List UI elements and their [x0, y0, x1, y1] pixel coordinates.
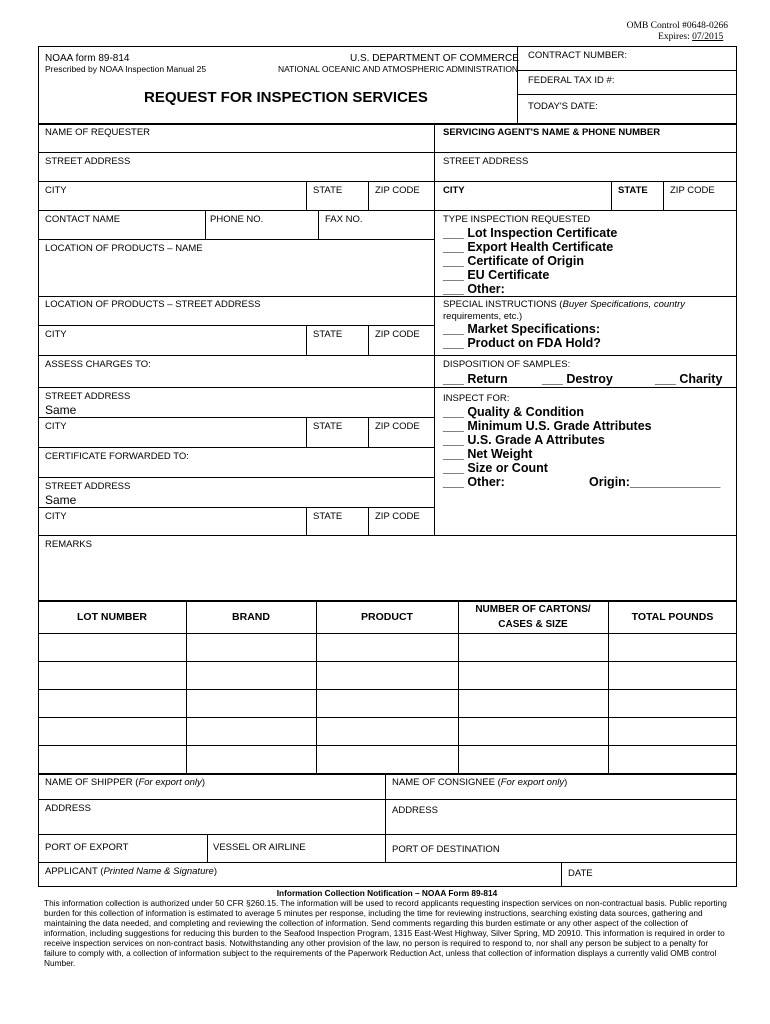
total-pounds-header: TOTAL POUNDS — [631, 611, 714, 623]
option-charity[interactable]: ___ Charity — [655, 372, 723, 386]
page-title: REQUEST FOR INSPECTION SERVICES — [144, 89, 428, 106]
todays-date-label: TODAY'S DATE: — [528, 101, 598, 112]
rule — [38, 689, 737, 690]
rule — [306, 507, 307, 535]
rule — [38, 507, 434, 508]
origin-field[interactable]: Origin:_____________ — [589, 475, 721, 489]
certificate-forwarded-label: CERTIFICATE FORWARDED TO: — [45, 451, 189, 462]
consignee-address-label: ADDRESS — [392, 805, 438, 816]
shipper-label — [45, 777, 205, 788]
consignee-italic: For export only — [500, 777, 565, 788]
rule — [306, 417, 307, 447]
contact-name-label: CONTACT NAME — [45, 214, 121, 225]
applicant-label — [45, 866, 217, 877]
shipper-italic: For export only — [138, 777, 202, 788]
option-eu-certificate[interactable]: ___ EU Certificate — [443, 268, 550, 282]
product-header: PRODUCT — [361, 611, 413, 623]
rule — [38, 799, 737, 800]
rule — [38, 477, 434, 478]
option-lot-inspection-certificate[interactable]: ___ Lot Inspection Certificate — [443, 226, 618, 240]
option-net-weight[interactable]: ___ Net Weight — [443, 447, 533, 461]
phone-label: PHONE NO. — [210, 214, 264, 225]
port-of-export-label: PORT OF EXPORT — [45, 842, 129, 853]
rule — [385, 773, 386, 862]
rule — [306, 181, 307, 210]
consignee-label — [392, 777, 567, 788]
rule — [368, 181, 369, 210]
rule — [434, 152, 737, 153]
rule — [611, 181, 612, 210]
rule — [38, 296, 737, 297]
type-inspection-label: TYPE INSPECTION REQUESTED — [443, 214, 591, 225]
cartons-header: NUMBER OF CARTONS/ — [475, 604, 591, 615]
assess-state-label: STATE — [313, 421, 343, 432]
certificate-zip-label: ZIP CODE — [375, 511, 420, 522]
rule — [368, 507, 369, 535]
applicant-text: APPLICANT ( — [45, 866, 104, 877]
department-name: U.S. DEPARTMENT OF COMMERCE — [350, 53, 519, 64]
rule — [517, 94, 737, 95]
applicant-italic: Printed Name & Signature — [103, 866, 214, 877]
brand-header: BRAND — [232, 611, 270, 623]
option-minimum-grade[interactable]: ___ Minimum U.S. Grade Attributes — [443, 419, 652, 433]
agency-name: NATIONAL OCEANIC AND ATMOSPHERIC ADMINISTRATION — [278, 64, 519, 74]
rule — [38, 773, 737, 775]
shipper-end: ) — [201, 777, 205, 788]
option-certificate-of-origin[interactable]: ___ Certificate of Origin — [443, 254, 585, 268]
rule — [663, 181, 664, 210]
rule — [316, 600, 317, 773]
option-grade-a[interactable]: ___ U.S. Grade A Attributes — [443, 433, 605, 447]
product-location-name-label: LOCATION OF PRODUCTS – NAME — [45, 243, 203, 254]
consignee-text: NAME OF CONSIGNEE ( — [392, 777, 501, 788]
rule — [38, 862, 737, 863]
option-return[interactable]: ___ Return — [443, 372, 508, 386]
rule — [368, 417, 369, 447]
rule — [38, 600, 737, 602]
option-export-health-certificate[interactable]: ___ Export Health Certificate — [443, 240, 614, 254]
rule — [561, 862, 562, 887]
special-instructions-label — [443, 299, 685, 310]
rule — [38, 447, 434, 448]
option-quality-condition[interactable]: ___ Quality & Condition — [443, 405, 584, 419]
assess-street-label: STREET ADDRESS — [45, 391, 131, 402]
assess-charges-label: ASSESS CHARGES TO: — [45, 359, 151, 370]
rule — [38, 210, 737, 211]
special-instructions-text: SPECIAL INSTRUCTIONS ( — [443, 299, 563, 310]
rule — [318, 210, 319, 239]
rule — [306, 325, 307, 355]
contract-number-label: CONTRACT NUMBER: — [528, 50, 628, 61]
column-divider — [434, 124, 435, 536]
certificate-state-label: STATE — [313, 511, 343, 522]
federal-tax-id-label: FEDERAL TAX ID #: — [528, 75, 615, 86]
product-location-street-label: LOCATION OF PRODUCTS – STREET ADDRESS — [45, 299, 261, 310]
rule — [186, 600, 187, 773]
rule — [434, 181, 737, 182]
inspection-request-form — [38, 46, 737, 887]
rule — [38, 387, 737, 388]
rule — [38, 123, 737, 125]
rule — [368, 325, 369, 355]
requester-state-label: STATE — [313, 185, 343, 196]
shipper-address-label: ADDRESS — [45, 803, 91, 814]
assess-street-value: Same — [45, 403, 77, 417]
requester-zip-label: ZIP CODE — [375, 185, 420, 196]
cases-size-header: CASES & SIZE — [498, 619, 568, 630]
option-size-count[interactable]: ___ Size or Count — [443, 461, 548, 475]
expires-date: 07/2015 — [692, 32, 724, 42]
notice-body: This information collection is authorized under 50 CFR §260.15. The information will be used to record applicants requesting inspection services on non-contractual basis. Public reporting burden for this collection of information is estimated to average 5 minutes per response, including the time for reviewing instructions, searching existing data sources, gathering and maintaining the data needed, and completing and reviewing the collection of information. Send comments regarding this burden estimate or any other aspect of the collection of information, including suggestions for reducing this burden to the Seafood Inspection Program, 1315 East-West Highway, Silver Spring, MD 20910. This information is required in order to receive inspection services on non-contract basis. Notwithstanding any other provision of the law, no person is required to respond to, nor shall any person be subject to a penalty for failure to comply with, a collection of information subject to the requirements of the Paperwork Reduction Act, unless that collection of information displays a currently valid OMB control Number. — [44, 898, 727, 968]
rule — [38, 325, 434, 326]
option-other-inspect[interactable]: ___ Other: — [443, 475, 505, 489]
rule — [38, 535, 737, 536]
certificate-street-label: STREET ADDRESS — [45, 481, 131, 492]
option-destroy[interactable]: ___ Destroy — [542, 372, 613, 386]
fax-label: FAX NO. — [325, 214, 363, 225]
rule — [38, 355, 737, 356]
rule — [38, 152, 434, 153]
rule — [38, 745, 737, 746]
agent-name-label: SERVICING AGENT'S NAME & PHONE NUMBER — [443, 127, 661, 138]
rule — [38, 417, 434, 418]
rule — [205, 210, 206, 239]
certificate-street-value: Same — [45, 493, 77, 507]
rule — [608, 600, 609, 773]
shipper-text: NAME OF SHIPPER ( — [45, 777, 139, 788]
product-location-city-label: CITY — [45, 329, 67, 340]
option-other-certificate[interactable]: ___ Other: — [443, 282, 505, 296]
date-label: DATE — [568, 868, 593, 879]
special-instructions-italic: Buyer Specifications, country — [562, 299, 685, 310]
rule — [38, 661, 737, 662]
option-market-specifications[interactable]: ___ Market Specifications: — [443, 322, 601, 336]
rule — [38, 239, 434, 240]
special-instructions-label-2: requirements, etc.) — [443, 311, 523, 322]
expires-label: Expires: — [658, 32, 690, 42]
rule — [207, 834, 208, 862]
rule — [38, 633, 737, 634]
assess-city-label: CITY — [45, 421, 67, 432]
requester-street-label: STREET ADDRESS — [45, 156, 131, 167]
rule — [517, 70, 737, 71]
prescribed-by: Prescribed by NOAA Inspection Manual 25 — [45, 64, 207, 74]
agent-zip-label: ZIP CODE — [670, 185, 715, 196]
port-of-destination-label: PORT OF DESTINATION — [392, 844, 500, 855]
rule — [38, 834, 737, 835]
rule — [38, 717, 737, 718]
agent-street-label: STREET ADDRESS — [443, 156, 529, 167]
inspect-for-label: INSPECT FOR: — [443, 393, 510, 404]
notice-title: Information Collection Notification – NOAA Form 89-814 — [276, 888, 498, 898]
information-collection-notice — [44, 888, 730, 968]
agent-city-label: CITY — [443, 185, 465, 196]
applicant-end: ) — [213, 866, 217, 877]
vessel-label: VESSEL OR AIRLINE — [213, 842, 306, 853]
option-product-on-fda-hold[interactable]: ___ Product on FDA Hold? — [443, 336, 601, 350]
agent-state-label: STATE — [618, 185, 648, 196]
rule — [38, 181, 434, 182]
omb-control-number: OMB Control #0648-0266 — [626, 21, 728, 31]
product-location-zip-label: ZIP CODE — [375, 329, 420, 340]
remarks-label: REMARKS — [45, 539, 92, 550]
form-number: NOAA form 89-814 — [45, 53, 130, 64]
requester-name-label: NAME OF REQUESTER — [45, 127, 151, 138]
certificate-city-label: CITY — [45, 511, 67, 522]
consignee-end: ) — [564, 777, 568, 788]
disposition-label: DISPOSITION OF SAMPLES: — [443, 359, 571, 370]
assess-zip-label: ZIP CODE — [375, 421, 420, 432]
requester-city-label: CITY — [45, 185, 67, 196]
product-location-state-label: STATE — [313, 329, 343, 340]
lot-number-header: LOT NUMBER — [77, 611, 147, 623]
